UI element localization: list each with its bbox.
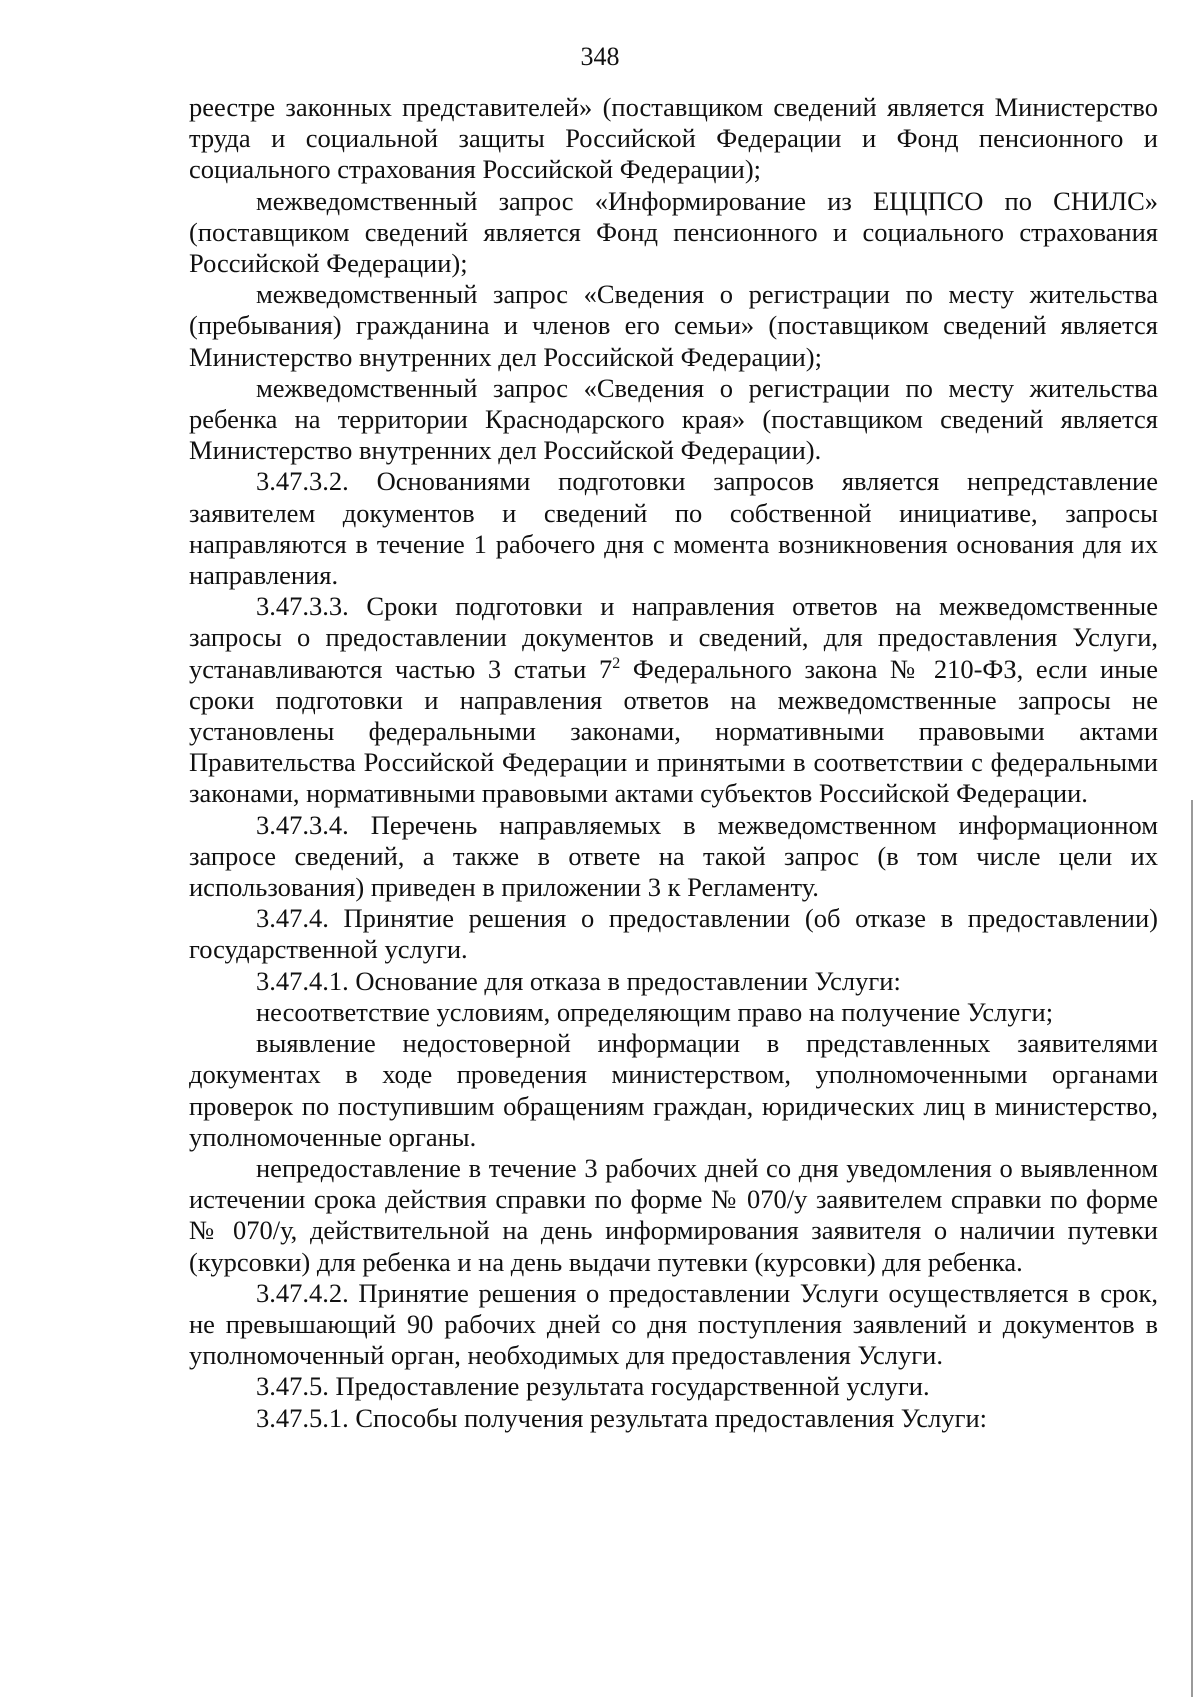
- paragraph-3-47-4: 3.47.4. Принятие решения о предоставлении (об отказе в предоставлении) государственной услуги.: [189, 903, 1158, 965]
- paragraph-registration-citizen-request: межведомственный запрос «Сведения о регистрации по месту жительства (пребывания) гражданина и членов его семьи» (поставщиком сведений является Министерство внутренних дел Российской Федерации);: [189, 279, 1158, 372]
- paragraph-registry-continuation: реестре законных представителей» (поставщиком сведений является Министерство труда и социальной защиты Российской Федерации и Фонд пенсионного и социального страхования Российской Федерации);: [189, 92, 1158, 185]
- paragraph-3-47-4-1: 3.47.4.1. Основание для отказа в предоставлении Услуги:: [256, 965, 901, 996]
- scan-edge-mark: [1191, 800, 1193, 1697]
- paragraph-3-47-3-2: 3.47.3.2. Основаниями подготовки запросов является непредставление заявителем документов и сведений по собственной инициативе, запросы направляются в течение 1 рабочего дня с момента возникновения основания для их направления.: [189, 466, 1158, 591]
- paragraph-3-47-3-3-part-2: Федерального закона № 210-ФЗ, если иные сроки подготовки и направления ответов на межведомственные запросы не установлены федеральными законами, нормативными правовыми актами Правительства Российской Федерации и принятыми в соответствии с федеральными законами, нормативными правовыми актами субъектов Российской Федерации.: [189, 653, 1158, 809]
- page-number: 348: [580, 42, 620, 71]
- paragraph-refusal-ground-inaccurate-info: выявление недостоверной информации в представленных заявителями документах в ходе проведения министерством, уполномоченными органами проверок по поступившим обращениям граждан, юридических лиц в министерство, уполномоченные органы.: [189, 1028, 1158, 1152]
- paragraph-3-47-4-2: 3.47.4.2. Принятие решения о предоставлении Услуги осуществляется в срок, не превышающий 90 рабочих дней со дня поступления заявлений и документов в уполномоченный орган, необходимых для предоставления Услуги.: [189, 1277, 1158, 1371]
- paragraph-3-47-3-3: [189, 591, 1158, 809]
- paragraph-3-47-3-4: 3.47.3.4. Перечень направляемых в межведомственном информационном запросе сведений, а также в ответе на такой запрос (в том числе цели их использования) приведен в приложении 3 к Регламенту.: [189, 809, 1158, 903]
- paragraph-refusal-ground-conditions: несоответствие условиям, определяющим право на получение Услуги;: [256, 996, 1054, 1027]
- paragraph-refusal-ground-certificate: непредоставление в течение 3 рабочих дней со дня уведомления о выявленном истечении срока действия справки по форме № 070/у заявителем справки по форме № 070/у, действительной на день информирования заявителя о наличии путевки (курсовки) для ребенка и на день выдачи путевки (курсовки) для ребенка.: [189, 1152, 1158, 1277]
- paragraph-3-47-5-1: 3.47.5.1. Способы получения результата предоставления Услуги:: [256, 1402, 988, 1433]
- superscript-article-number: 2: [612, 654, 621, 672]
- paragraph-3-47-5: 3.47.5. Предоставление результата государственной услуги.: [256, 1371, 930, 1402]
- paragraph-3-47-3-3-part-1: 3.47.3.3. Сроки подготовки и направления ответов на межведомственные запросы о предоставлении документов и сведений, для предоставления Услуги, устанавливаются частью 3 статьи 7: [189, 591, 1158, 684]
- paragraph-registration-child-request: межведомственный запрос «Сведения о регистрации по месту жительства ребенка на территории Краснодарского края» (поставщиком сведений является Министерство внутренних дел Российской Федерации).: [189, 372, 1158, 466]
- document-body: [189, 92, 1158, 1434]
- paragraph-snils-request: межведомственный запрос «Информирование из ЕЦЦПСО по СНИЛС» (поставщиком сведений является Фонд пенсионного и социального страхования Российской Федерации);: [189, 185, 1158, 279]
